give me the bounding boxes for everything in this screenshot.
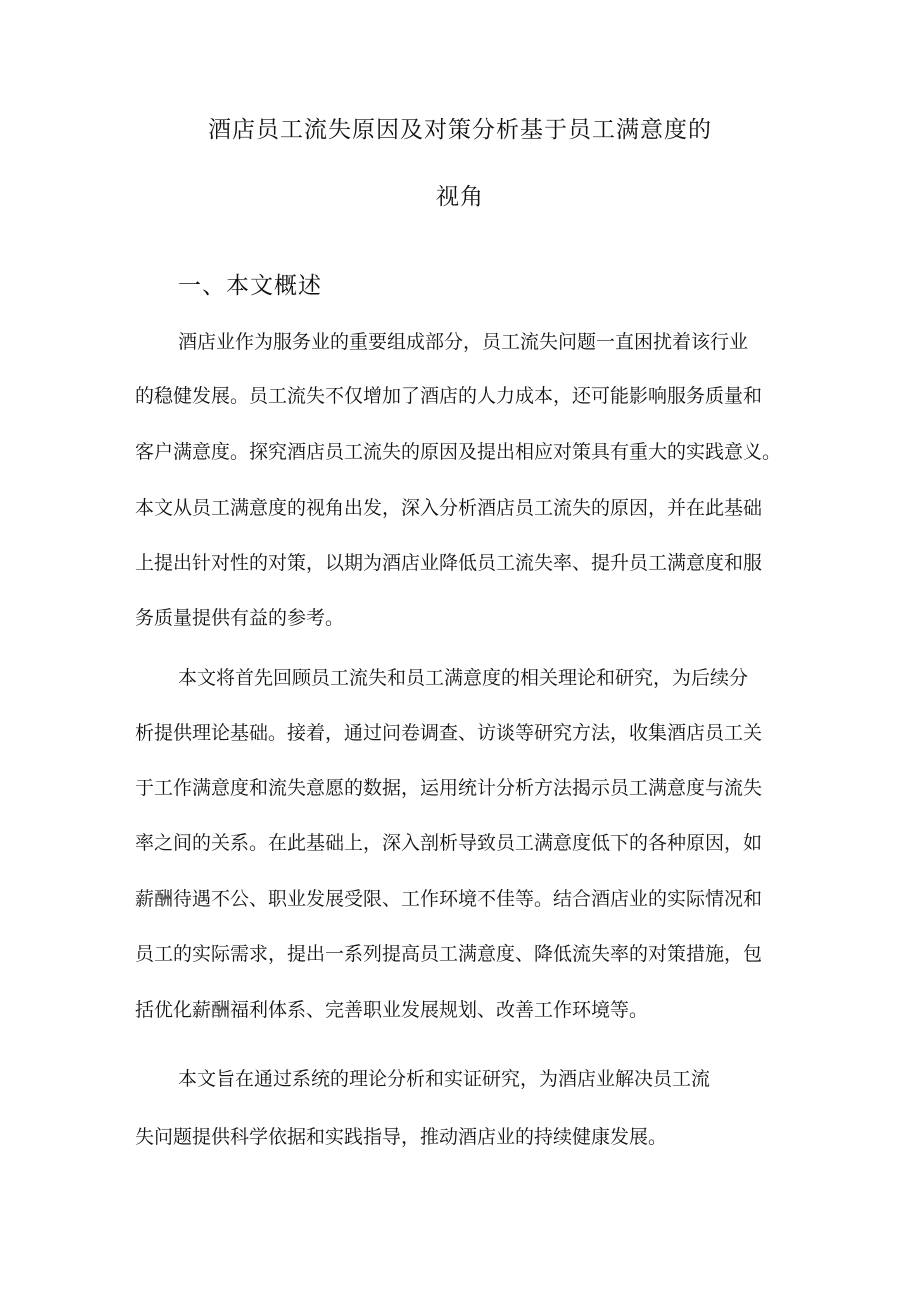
paragraph-3-line-2: 失问题提供科学依据和实践指导，推动酒店业的持续健康发展。 (135, 1126, 668, 1148)
paragraph-2-line-6: 员工的实际需求，提出一系列提高员工满意度、降低流失率的对策措施，包 (135, 943, 763, 965)
paragraph-2-line-7: 括优化薪酬福利体系、完善职业发展规划、改善工作环境等。 (135, 999, 649, 1021)
paragraph-2-line-4: 率之间的关系。在此基础上，深入剖析导致员工满意度低下的各种原因，如 (135, 832, 763, 854)
document-title-line-2: 视角 (436, 184, 484, 210)
paragraph-1-line-1: 酒店业作为服务业的重要组成部分，员工流失问题一直困扰着该行业 (178, 331, 749, 353)
paragraph-1-line-5: 上提出针对性的对策，以期为酒店业降低员工流失率、提升员工满意度和服 (135, 552, 763, 574)
paragraph-2-line-5: 薪酬待遇不公、职业发展受限、工作环境不佳等。结合酒店业的实际情况和 (135, 888, 763, 910)
paragraph-2-line-3: 于工作满意度和流失意愿的数据，运用统计分析方法揭示员工满意度与流失 (135, 777, 763, 799)
document-title-line-1: 酒店员工流失原因及对策分析基于员工满意度的 (208, 117, 712, 143)
section-heading: 一、本文概述 (178, 273, 322, 299)
paragraph-1-line-4: 本文从员工满意度的视角出发，深入分析酒店员工流失的原因，并在此基础 (135, 497, 763, 519)
paragraph-1-line-2: 的稳健发展。员工流失不仅增加了酒店的人力成本，还可能影响服务质量和 (135, 385, 763, 407)
paragraph-2-line-2: 析提供理论基础。接着，通过问卷调查、访谈等研究方法，收集酒店员工关 (135, 722, 763, 744)
paragraph-3-line-1: 本文旨在通过系统的理论分析和实证研究，为酒店业解决员工流 (178, 1068, 711, 1090)
paragraph-1-line-6: 务质量提供有益的参考。 (135, 607, 345, 629)
paragraph-1-line-3: 客户满意度。探究酒店员工流失的原因及提出相应对策具有重大的实践意义。 (135, 441, 782, 463)
paragraph-2-line-1: 本文将首先回顾员工流失和员工满意度的相关理论和研究，为后续分 (178, 667, 749, 689)
